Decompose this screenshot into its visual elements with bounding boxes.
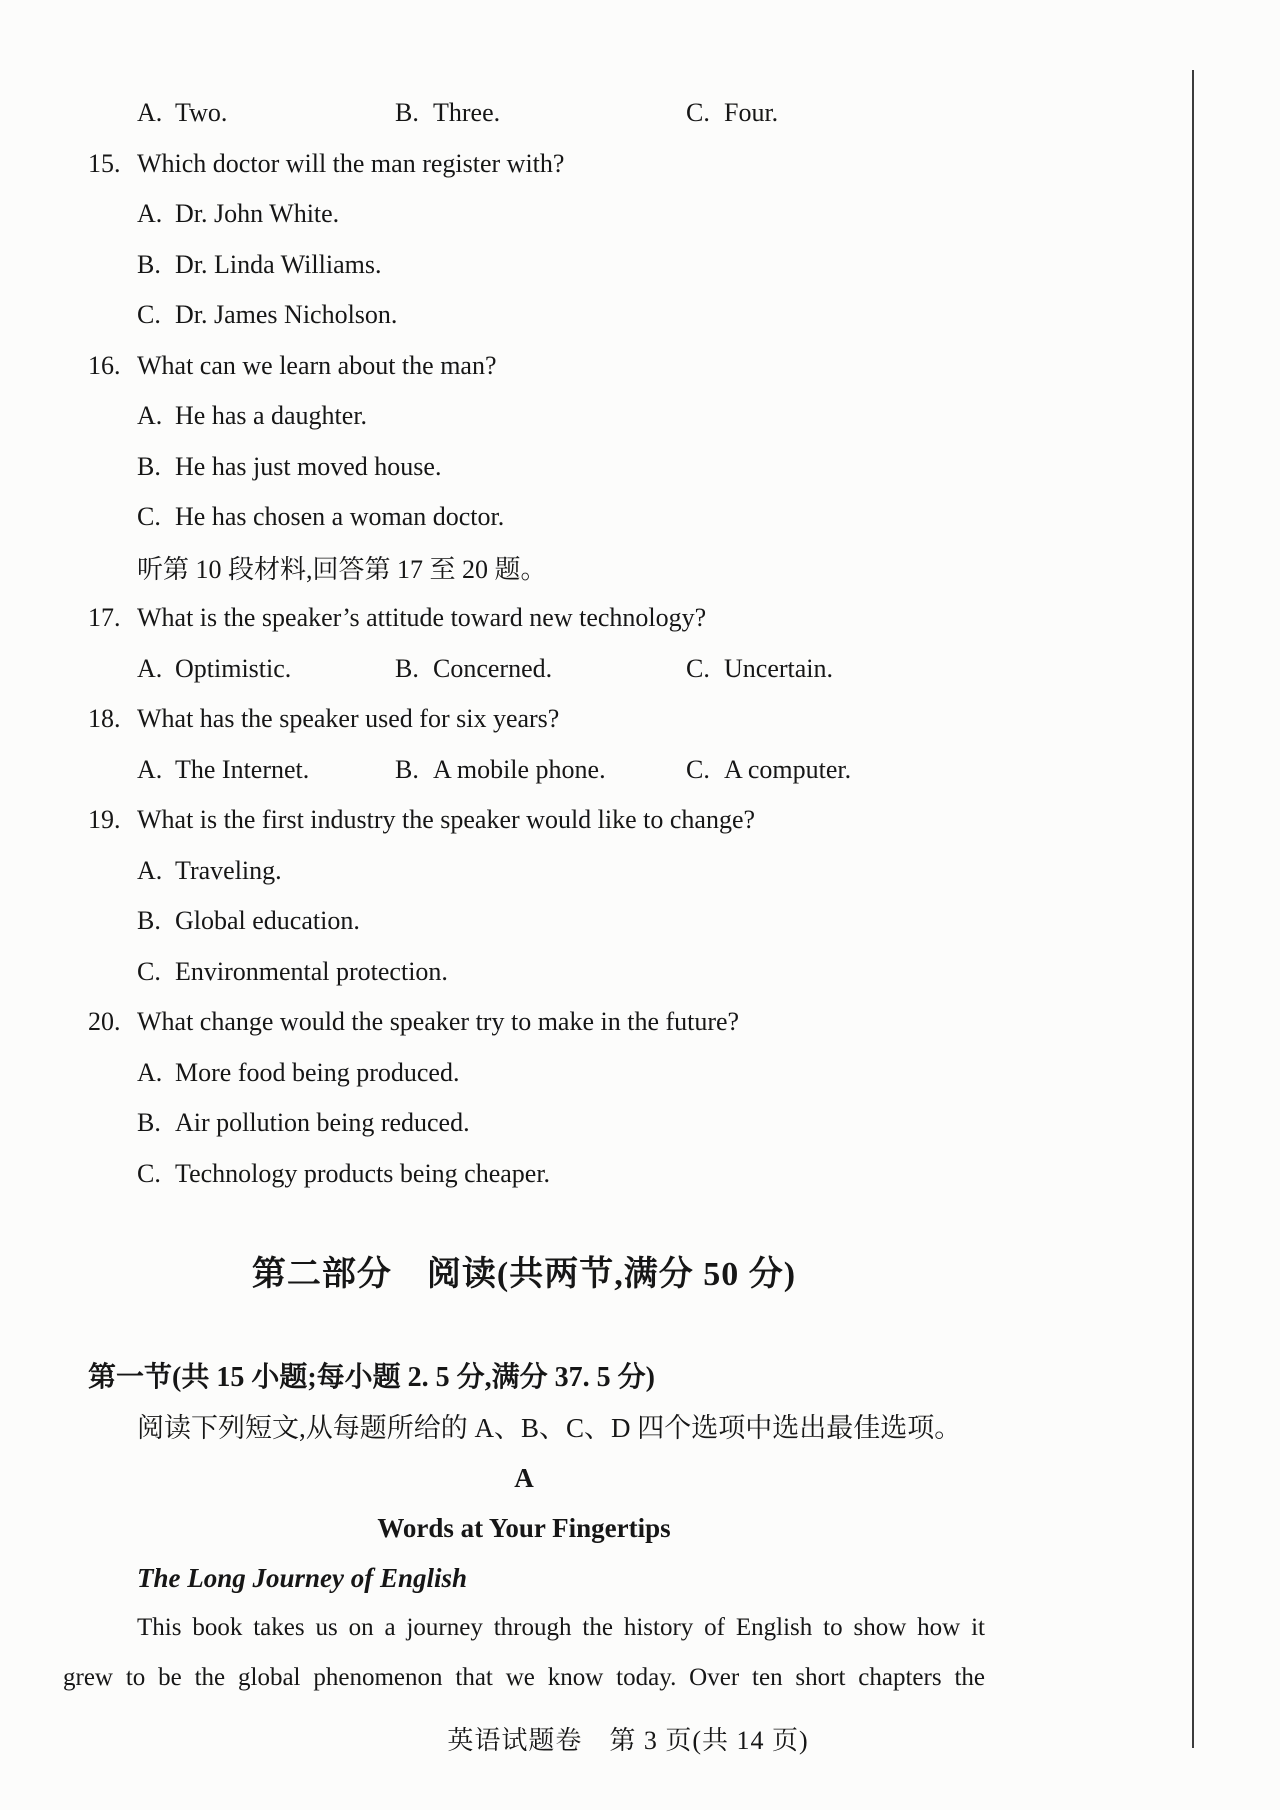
option-text: More food being produced. bbox=[175, 1057, 460, 1087]
question-17 bbox=[63, 593, 985, 644]
passage-label-a: A bbox=[514, 1462, 534, 1493]
question-number: 18. bbox=[88, 704, 121, 734]
option-text: He has a daughter. bbox=[175, 401, 368, 431]
question-number: 16. bbox=[88, 350, 121, 380]
option-label: C. bbox=[137, 956, 161, 986]
question-19-option-a bbox=[63, 846, 985, 897]
option-label: C. bbox=[137, 502, 161, 532]
option-text: Dr. James Nicholson. bbox=[175, 300, 398, 330]
option-text: Uncertain. bbox=[724, 653, 834, 683]
option-text: He has just moved house. bbox=[175, 451, 442, 481]
question-14-options-row bbox=[63, 88, 985, 139]
option-text: Dr. Linda Williams. bbox=[175, 249, 382, 279]
question-text: What is the speaker’s attitude toward new technology? bbox=[137, 603, 707, 633]
question-19-option-c bbox=[63, 947, 985, 998]
question-17-options-row bbox=[63, 644, 985, 695]
page-footer: 英语试题卷 第 3 页(共 14 页) bbox=[447, 1725, 809, 1755]
option-label: B. bbox=[395, 98, 419, 128]
section1-heading: 第一节(共 15 小题;每小题 2. 5 分,满分 37. 5 分) bbox=[88, 1362, 655, 1393]
option-label: B. bbox=[137, 451, 161, 481]
question-15-option-b bbox=[63, 240, 985, 291]
option-text: Four. bbox=[724, 98, 779, 128]
passage-paragraph-line1: This book takes us on a journey through the history of English to show how it bbox=[137, 1614, 985, 1641]
question-18 bbox=[63, 694, 985, 745]
option-label: C. bbox=[686, 754, 710, 784]
passage-paragraph-line2: grew to be the global phenomenon that we know today. Over ten short chapters the bbox=[63, 1664, 985, 1691]
option-label: B. bbox=[137, 906, 161, 936]
option-label: A. bbox=[137, 1057, 163, 1087]
option-c bbox=[686, 755, 985, 785]
part2-title: 第二部分 阅读(共两节,满分 50 分) bbox=[251, 1255, 797, 1293]
option-label: B. bbox=[395, 754, 419, 784]
option-label: A. bbox=[137, 754, 163, 784]
option-text: Traveling. bbox=[175, 855, 282, 885]
option-label: C. bbox=[137, 300, 161, 330]
option-label: C. bbox=[686, 98, 710, 128]
option-label: A. bbox=[137, 199, 163, 229]
question-text: What is the first industry the speaker would like to change? bbox=[137, 805, 756, 835]
option-label: A. bbox=[137, 98, 163, 128]
question-19-option-b bbox=[63, 896, 985, 947]
exam-content bbox=[63, 88, 985, 1703]
option-text: Global education. bbox=[175, 906, 360, 936]
question-15-option-c bbox=[63, 290, 985, 341]
question-15 bbox=[63, 139, 985, 190]
option-label: C. bbox=[686, 653, 710, 683]
option-text: A mobile phone. bbox=[433, 754, 606, 784]
option-text: Dr. John White. bbox=[175, 199, 340, 229]
option-label: A. bbox=[137, 401, 163, 431]
option-label: C. bbox=[137, 1158, 161, 1188]
question-20-option-a bbox=[63, 1048, 985, 1099]
question-20-option-c bbox=[63, 1149, 985, 1200]
question-number: 19. bbox=[88, 805, 121, 835]
question-20 bbox=[63, 997, 985, 1048]
question-19 bbox=[63, 795, 985, 846]
question-number: 20. bbox=[88, 1007, 121, 1037]
question-16 bbox=[63, 341, 985, 392]
question-number: 17. bbox=[88, 603, 121, 633]
option-a bbox=[137, 654, 395, 684]
option-a bbox=[137, 98, 395, 128]
option-b bbox=[395, 654, 686, 684]
question-number: 15. bbox=[88, 148, 121, 178]
question-text: Which doctor will the man register with? bbox=[137, 148, 565, 178]
question-15-option-a bbox=[63, 189, 985, 240]
question-18-options-row bbox=[63, 745, 985, 796]
option-c bbox=[686, 98, 985, 128]
option-a bbox=[137, 755, 395, 785]
option-c bbox=[686, 654, 985, 684]
option-label: A. bbox=[137, 653, 163, 683]
option-b bbox=[395, 98, 686, 128]
option-label: B. bbox=[137, 249, 161, 279]
option-text: Three. bbox=[433, 98, 501, 128]
question-16-option-a bbox=[63, 391, 985, 442]
option-text: Optimistic. bbox=[175, 653, 292, 683]
note-text: 听第 10 段材料,回答第 17 至 20 题。 bbox=[137, 555, 547, 585]
book-title: The Long Journey of English bbox=[137, 1562, 468, 1593]
option-text: Environmental protection. bbox=[175, 956, 448, 986]
option-label: B. bbox=[137, 1108, 161, 1138]
question-16-option-b bbox=[63, 442, 985, 493]
option-label: A. bbox=[137, 855, 163, 885]
option-label: B. bbox=[395, 653, 419, 683]
question-text: What has the speaker used for six years? bbox=[137, 704, 560, 734]
question-20-option-b bbox=[63, 1098, 985, 1149]
question-text: What change would the speaker try to make in the future? bbox=[137, 1007, 740, 1037]
option-text: Two. bbox=[175, 98, 228, 128]
option-text: The Internet. bbox=[175, 754, 310, 784]
section1-instructions: 阅读下列短文,从每题所给的 A、B、C、D 四个选项中选出最佳选项。 bbox=[137, 1412, 962, 1443]
option-text: Concerned. bbox=[433, 653, 553, 683]
option-text: A computer. bbox=[724, 754, 852, 784]
option-text: Technology products being cheaper. bbox=[175, 1158, 551, 1188]
question-16-option-c bbox=[63, 492, 985, 543]
option-text: He has chosen a woman doctor. bbox=[175, 502, 505, 532]
page-border-line bbox=[1192, 70, 1194, 1748]
option-b bbox=[395, 755, 686, 785]
question-text: What can we learn about the man? bbox=[137, 350, 497, 380]
option-text: Air pollution being reduced. bbox=[175, 1108, 470, 1138]
passage-title: Words at Your Fingertips bbox=[377, 1512, 671, 1543]
listening-material-note bbox=[63, 543, 985, 594]
